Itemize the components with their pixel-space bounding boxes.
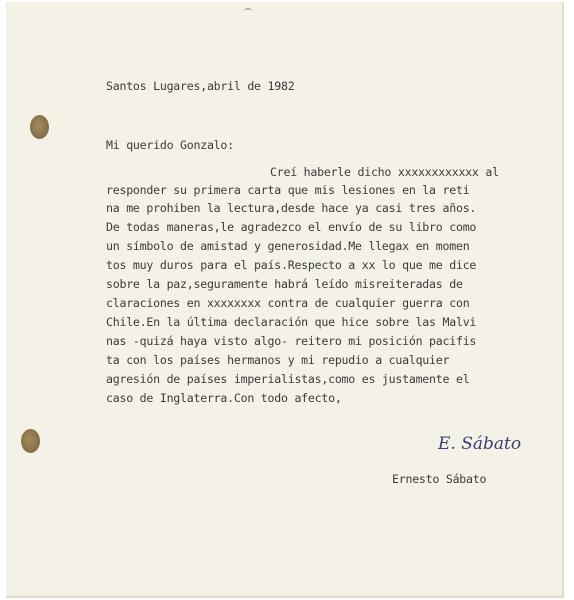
body-line: claraciones en xxxxxxxx contra de cualquier guerra con — [106, 296, 470, 310]
typed-signature: Ernesto Sábato — [392, 472, 487, 486]
body-line: nas -quizá haya visto algo- reitero mi posición pacifis — [106, 334, 477, 348]
body-line: Creí haberle dicho xxxxxxxxxxxx al — [270, 165, 499, 179]
body-line: sobre la paz,seguramente habrá leído misreiteradas de — [106, 277, 463, 291]
salutation: Mi querido Gonzalo: — [106, 138, 234, 152]
handwritten-signature: E. Sábato — [438, 434, 522, 454]
body-line: De todas maneras,le agradezco el envío de su libro como — [106, 220, 477, 234]
body-line: tos muy duros para el país.Respecto a xx lo que me dice — [106, 258, 477, 272]
body-line: na me prohiben la lectura,desde hace ya casi tres años. — [106, 201, 477, 215]
body-line: Chile.En la última declaración que hice sobre las Malvi — [106, 315, 477, 329]
date-line: Santos Lugares,abril de 1982 — [106, 79, 295, 93]
body-line: ta con los países hermanos y mi repudio a cualquier — [106, 353, 450, 367]
body-line: caso de Inglaterra.Con todo afecto, — [106, 391, 342, 405]
paper-mark — [244, 8, 252, 15]
body-line: un símbolo de amistad y generosidad.Me llegax en momen — [106, 239, 470, 253]
punch-hole-bottom — [21, 429, 40, 453]
body-line: agresión de países imperialistas,como es justamente el — [106, 372, 470, 386]
body-line: responder su primera carta que mis lesiones en la reti — [106, 183, 470, 197]
letter-page — [6, 2, 564, 598]
